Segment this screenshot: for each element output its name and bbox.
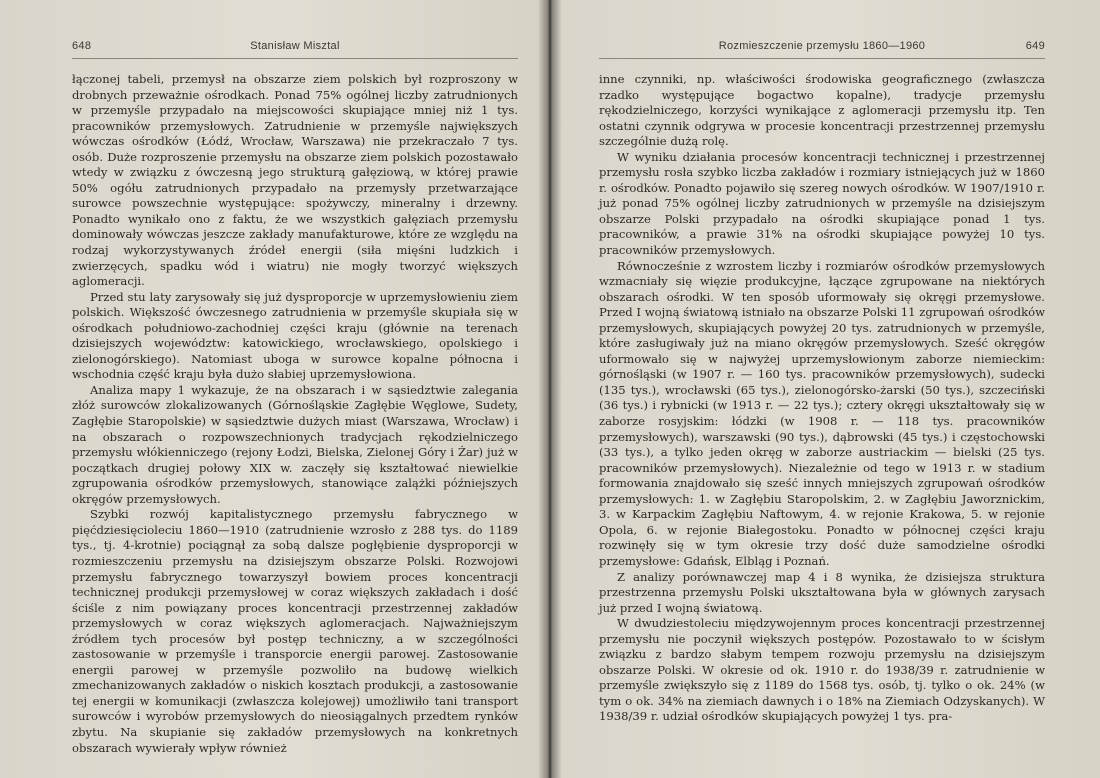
header-rule xyxy=(599,58,1045,59)
paragraph: W wyniku działania procesów koncentracji technicznej i przestrzennej przemysłu rosła szybko liczba zakładów i rozmiary istniejących już w 1860 r. ośrodków. Ponadto pojawiło się szereg nowych ośrodków. W 1907/1910 r. już ponad 75% ogólnej liczby zatrudnionych w przemyśle na dzisiejszym obszarze Polski przypadało na ośrodki skupiające ponad 1 tys. pracowników, a prawie 31% na ośrodki skupiające powyżej 10 tys. pracowników przemysłowych. xyxy=(599,149,1045,258)
paragraph: łączonej tabeli, przemysł na obszarze ziem polskich był rozproszony w drobnych przeważnie ośrodkach. Ponad 75% ogólnej liczby zatrudnionych w przemyśle przypadało na miejscowości skupiające mniej niż 1 tys. pracowników przemysłowych. Zatrudnienie w przemyśle największych wówczas ośrodków (Łódź, Wrocław, Warszawa) nie przekraczało 7 tys. osób. Duże rozproszenie przemysłu na obszarze ziem polskich pozostawało wtedy w związku z ówczesną jego strukturą gałęziową, w której prawie 50% ogółu zatrudnionych przypadało na przemysły przetwarzające surowce powszechnie występujące: spożywczy, mineralny i drzewny. Ponadto wynikało ono z faktu, że we wszystkich gałęziach przemysłu dominowały wówczas jeszcze zakłady manufakturowe, które ze względu na rodzaj wykorzystywanych źródeł energii (siła mięśni ludzkich i zwierzęcych, spadku wód i wiatru) nie mogły tworzyć większych aglomeracji. xyxy=(72,72,518,289)
paragraph: W dwudziestoleciu międzywojennym proces koncentracji przestrzennej przemysłu nie poczynił większych postępów. Pozostawało to w ścisłym związku z bardzo słabym tempem rozwoju przemysłu na dzisiejszym obszarze Polski. W okresie od ok. 1910 r. do 1938/39 r. zatrudnienie w przemyśle zwiększyło się z 1189 do 1568 tys. osób, tj. tylko o ok. 24% (w tym o ok. 34% na ziemiach dawnych i o 18% na Ziemiach Odzyskanych). W 1938/39 r. udział ośrodków skupiających powyżej 1 tys. pra- xyxy=(599,616,1045,724)
page-number: 648 xyxy=(72,40,92,52)
paragraph: inne czynniki, np. właściwości środowiska geograficznego (zwłaszcza rzadko występujące bogactwo kopalne), tradycje przemysłu rękodzielniczego, korzyści wynikające z aglomeracji przemysłu itp. Ten ostatni czynnik odgrywa w procesie koncentracji przestrzennej przemysłu szczególnie dużą rolę. xyxy=(599,72,1045,149)
book-gutter xyxy=(538,0,562,778)
paragraph: Szybki rozwój kapitalistycznego przemysłu fabrycznego w pięćdziesięcioleciu 1860—1910 (zatrudnienie wzrosło z 288 tys. do 1189 tys., tj. 4-krotnie) pociągnął za sobą dalsze pogłębienie dysproporcji w rozmieszczeniu przemysłu na dzisiejszym obszarze Polski. Rozwojowi przemysłu fabrycznego towarzyszył bowiem proces koncentracji technicznej produkcji przemysłowej w coraz większych zakładach i dość ściśle z nim powiązany proces koncentracji przestrzennej zakładów przemysłowych w coraz większych aglomeracjach. Najważniejszym źródłem tych procesów był postęp techniczny, a w szczególności zastosowanie w przemyśle i transporcie energii parowej. Zastosowanie energii parowej w przemyśle pozwoliło na budowę wielkich zmechanizowanych zakładów o niskich kosztach produkcji, a zastosowanie tej energii w komunikacji (zwłaszcza kolejowej) umożliwiło tani transport surowców i wyrobów przemysłowych do nieosiągalnych przedtem rynków zbytu. Na skupianie się zakładów przemysłowych na konkretnych obszarach wywierały wpływ również xyxy=(72,507,518,755)
left-page-header xyxy=(72,40,518,56)
left-page-text xyxy=(72,72,518,756)
right-page xyxy=(553,0,1100,778)
left-page xyxy=(0,0,545,778)
right-page-text xyxy=(599,72,1045,725)
page-number: 649 xyxy=(1025,40,1045,52)
running-head-author: Stanisław Misztal xyxy=(250,40,340,52)
running-head-title: Rozmieszczenie przemysłu 1860—1960 xyxy=(718,40,926,52)
header-rule xyxy=(72,58,518,59)
paragraph: Z analizy porównawczej map 4 i 8 wynika, że dzisiejsza struktura przestrzenna przemysłu Polski ukształtowana była w głównych zarysach już przed I wojną światową. xyxy=(599,569,1045,615)
paragraph: Równocześnie z wzrostem liczby i rozmiarów ośrodków przemysłowych wzmacniały się więzie produkcyjne, łączące zgrupowane na niektórych obszarach ośrodki. W ten sposób uformowały się okręgi przemysłowe. Przed I wojną światową istniało na obszarze Polski 11 zgrupowań ośrodków przemysłowych, skupiających powyżej 20 tys. zatrudnionych w przemyśle, które zasługiwały już na miano okręgów przemysłowych. Sześć okręgów uformowało się w najwyżej uprzemysłowionym zaborze niemieckim: górnośląski (w 1907 r. — 160 tys. pracowników przemysłowych), sudecki (135 tys.), wrocławski (65 tys.), zielonogórsko-żarski (50 tys.), szczeciński (36 tys.) i rybnicki (w 1913 r. — 22 tys.); cztery okręgi ukształtowały się w zaborze rosyjskim: łódzki (w 1908 r. — 118 tys. pracowników przemysłowych), warszawski (90 tys.), dąbrowski (45 tys.) i częstochowski (33 tys.), a tylko jeden okręg w zaborze austriackim — bielski (25 tys. pracowników przemysłowych). Niezależnie od tego w 1913 r. w stadium formowania znajdowało się sześć innych mniejszych zgrupowań ośrodków przemysłowych: 1. w Zagłębiu Staropolskim, 2. w Zagłębiu Jaworznickim, 3. w Karpackim Zagłębiu Naftowym, 4. w rejonie Krakowa, 5. w rejonie Opola, 6. w rejonie Białegostoku. Ponadto w północnej części kraju rozwinęły się w tym okresie trzy dość duże samodzielne ośrodki przemysłowe: Gdańsk, Elbląg i Poznań. xyxy=(599,258,1045,568)
paragraph: Analiza mapy 1 wykazuje, że na obszarach i w sąsiedztwie zalegania złóż surowców zlokalizowanych (Górnośląskie Zagłębie Węglowe, Sudety, Zagłębie Staropolskie) w sąsiedztwie dużych miast (Warszawa, Wrocław) i na obszarach o rozpowszechnionych tradycjach rękodzielniczego przemysłu włókienniczego (rejony Łodzi, Bielska, Zielonej Góry i Żar) już w początkach drugiej połowy XIX w. zaczęły się kształtować niewielkie zgrupowania ośrodków przemysłowych, stanowiące zalążki późniejszych okręgów przemysłowych. xyxy=(72,382,518,506)
paragraph: Przed stu laty zarysowały się już dysproporcje w uprzemysłowieniu ziem polskich. Większość ówczesnego zatrudnienia w przemyśle skupiała się w ośrodkach południowo-zachodniej części kraju (głównie na terenach dzisiejszych województw: katowickiego, wrocławskiego, opolskiego i zielonogórskiego). Natomiast uboga w surowce kopalne północna i wschodnia część kraju była dużo słabiej uprzemysłowiona. xyxy=(72,289,518,382)
right-page-header xyxy=(599,40,1045,56)
